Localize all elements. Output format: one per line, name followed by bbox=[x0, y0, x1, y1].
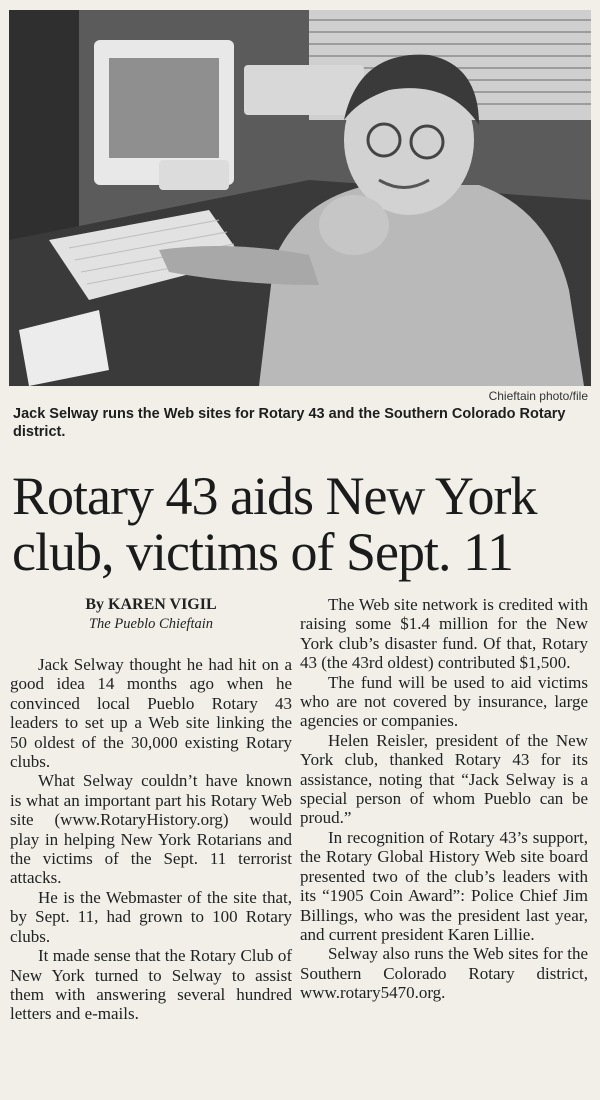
byline: By KAREN VIGIL bbox=[85, 596, 217, 613]
paragraph: It made sense that the Rotary Club of New York turned to Selway to assist them with answering several hundred letters and e-mails. bbox=[10, 946, 292, 1024]
photo-credit: Chieftain photo/file bbox=[488, 389, 588, 403]
headline-line-2: club, victims of Sept. 11 bbox=[12, 522, 513, 582]
article-photo bbox=[9, 10, 591, 386]
photo-icon bbox=[9, 10, 591, 386]
paragraph: He is the Webmaster of the site that, by Sept. 11, had grown to 100 Rotary clubs. bbox=[10, 887, 292, 946]
publication-name: The Pueblo Chieftain bbox=[88, 616, 214, 632]
paragraph: What Selway couldn’t have known is what an important part his Rotary Web site (www.RotaryHistory.org) would play in helping New York Rotarians and the victims of the Sept. 11 terrorist attacks. bbox=[10, 771, 292, 888]
paragraph: Jack Selway thought he had hit on a good idea 14 months ago when he convinced local Pueblo Rotary 43 leaders to set up a Web site linking the 50 oldest of the 30,000 existing Rotary clubs. bbox=[10, 655, 292, 772]
paragraph: In recognition of Rotary 43’s support, the Rotary Global History Web site board presented two of the club’s leaders with its “1905 Coin Award”: Police Chief Jim Billings, who was the president last year, and current president Karen Lillie. bbox=[300, 827, 588, 944]
paragraph: The fund will be used to aid victims who are not covered by insurance, large agencies or companies. bbox=[300, 672, 588, 731]
photo-caption: Jack Selway runs the Web sites for Rotary 43 and the Southern Colorado Rotary district. bbox=[13, 406, 566, 440]
paragraph: The Web site network is credited with raising some $1.4 million for the New York club’s disaster fund. Of that, Rotary 43 (the 43rd oldest) contributed $1,500. bbox=[300, 595, 588, 673]
article-headline bbox=[12, 468, 592, 580]
article-column-left bbox=[10, 595, 292, 1024]
article-column-right bbox=[300, 595, 588, 1003]
headline-line-1: Rotary 43 aids New York bbox=[12, 466, 537, 526]
paragraph: Selway also runs the Web sites for the Southern Colorado Rotary district, www.rotary5470.org. bbox=[300, 944, 588, 1003]
paragraph: Helen Reisler, president of the New York club, thanked Rotary 43 for its assistance, noting that “Jack Selway is a special person of whom Pueblo can be proud.” bbox=[300, 730, 588, 828]
